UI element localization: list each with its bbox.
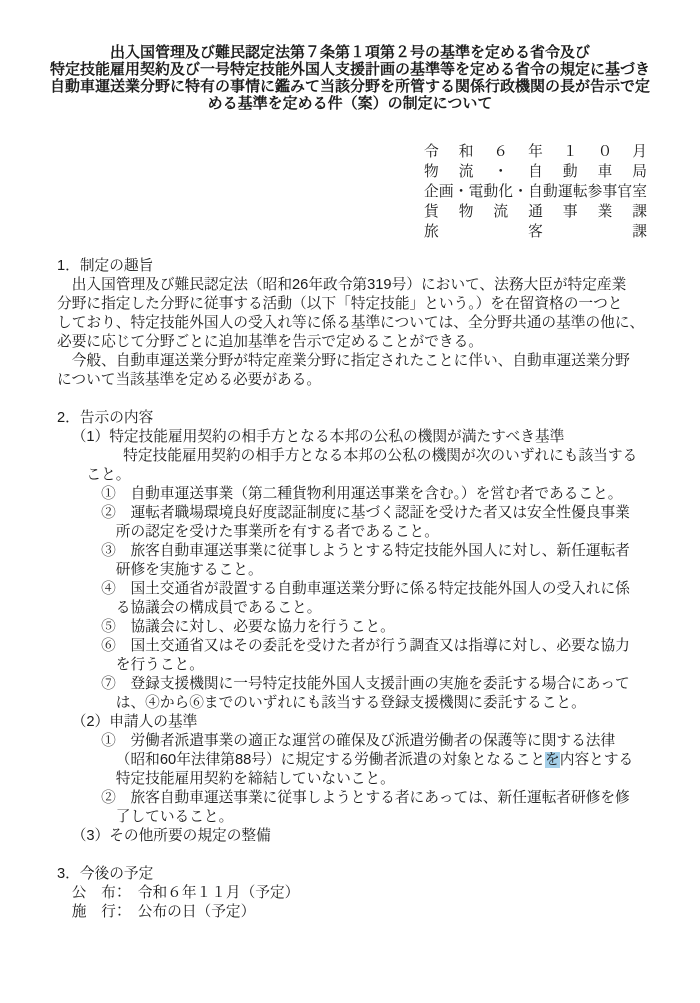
document-line: しており、特定技能外国人の受入れ等に係る基準については、全分野共通の基準の他に、 (57, 315, 645, 331)
document-line: ② 旅客自動車運送事業に従事しようとする者にあっては、新任運転者研修を修 (101, 790, 630, 806)
search-highlight: を (545, 752, 560, 768)
issuer-date-department-block (424, 142, 647, 242)
document-line (57, 751, 657, 770)
document-line: ④ 国土交通省が設置する自動車運送業分野に係る特定技能外国人の受入れに係 (101, 581, 630, 597)
document-text-segment: （昭和60年法律第88号）に規定する労働者派遣の対象となること (115, 752, 546, 768)
issuer-line: 令和６年１０月 (424, 144, 647, 160)
document-line: 出入国管理及び難民認定法（昭和26年政令第319号）において、法務大臣が特定産業 (71, 277, 627, 293)
issuer-line: 物流・自動車局 (424, 164, 647, 180)
document-line: 研修を実施すること。 (115, 562, 263, 578)
document-line: 施 行： 公布の日（予定） (71, 904, 256, 920)
document-line (57, 846, 657, 865)
document-line: 必要に応じて分野ごとに追加基準を告示で定めることができる。 (57, 334, 483, 350)
document-line: を行うこと。 (115, 657, 204, 673)
document-line: ⑦ 登録支援機関に一号特定技能外国人支援計画の実施を委託する場合にあって (101, 676, 630, 692)
document-body (57, 257, 657, 922)
document-line: ③ 旅客自動車運送事業に従事しようとする特定技能外国人に対し、新任運転者 (101, 543, 630, 559)
document-line: ⑤ 協議会に対し、必要な協力を行うこと。 (101, 619, 395, 635)
document-line: 特定技能雇用契約を締結していないこと。 (115, 771, 395, 787)
document-line: 了していること。 (115, 809, 234, 825)
title-line: 自動車運送業分野に特有の事情に鑑みて当該分野を所管する関係行政機関の長が告示で定 (49, 78, 650, 95)
document-line: （3）その他所要の規定の整備 (71, 828, 271, 844)
document-line: ② 運転者職場環境良好度認証制度に基づく認証を受けた者又は安全性優良事業 (101, 505, 630, 521)
document-line: 今般、自動車運送業分野が特定産業分野に指定されたことに伴い、自動車運送業分野 (71, 353, 630, 369)
document-line: 2．告示の内容 (57, 410, 154, 426)
document-line: 公 布： 令和６年１１月（予定） (71, 885, 300, 901)
document-line: は、④から⑥までのいずれにも該当する登録支援機関に委託すること。 (115, 695, 586, 711)
issuer-line: 旅客課 (424, 224, 647, 240)
document-title (0, 44, 700, 112)
title-line: 特定技能雇用契約及び一号特定技能外国人支援計画の基準等を定める省令の規定に基づき (49, 61, 650, 78)
issuer-line: 貨物流通事業課 (424, 204, 647, 220)
issuer-line: 企画・電動化・自動運転参事官室 (424, 184, 647, 200)
document-line: （2）申請人の基準 (71, 714, 198, 730)
document-line: ① 労働者派遣事業の適正な運営の確保及び派遣労働者の保護等に関する法律 (101, 733, 616, 749)
document-line (57, 390, 657, 409)
document-line: る協議会の構成員であること。 (115, 600, 322, 616)
document-line: 1．制定の趣旨 (57, 258, 154, 274)
document-line: こと。 (86, 467, 131, 483)
document-line: （1）特定技能雇用契約の相手方となる本邦の公私の機関が満たすべき基準 (71, 429, 565, 445)
document-text-segment: 内容とする (559, 752, 634, 768)
title-line: める基準を定める件（案）の制定について (207, 95, 493, 112)
document-line: について当該基準を定める必要がある。 (57, 372, 322, 388)
title-line: 出入国管理及び難民認定法第７条第１項第２号の基準を定める省令及び (109, 44, 590, 61)
document-line: 3．今後の予定 (57, 866, 154, 882)
document-line: 特定技能雇用契約の相手方となる本邦の公私の機関が次のいずれにも該当する (123, 448, 638, 464)
document-line: ⑥ 国土交通省又はその委託を受けた者が行う調査又は指導に対し、必要な協力 (101, 638, 630, 654)
document-line: 分野に指定した分野に従事する活動（以下「特定技能」という。）を在留資格の一つと (57, 296, 623, 312)
document-line: ① 自動車運送事業（第二種貨物利用運送事業を含む。）を営む者であること。 (101, 486, 623, 502)
document-line: 所の認定を受けた事業所を有する者であること。 (115, 524, 439, 540)
